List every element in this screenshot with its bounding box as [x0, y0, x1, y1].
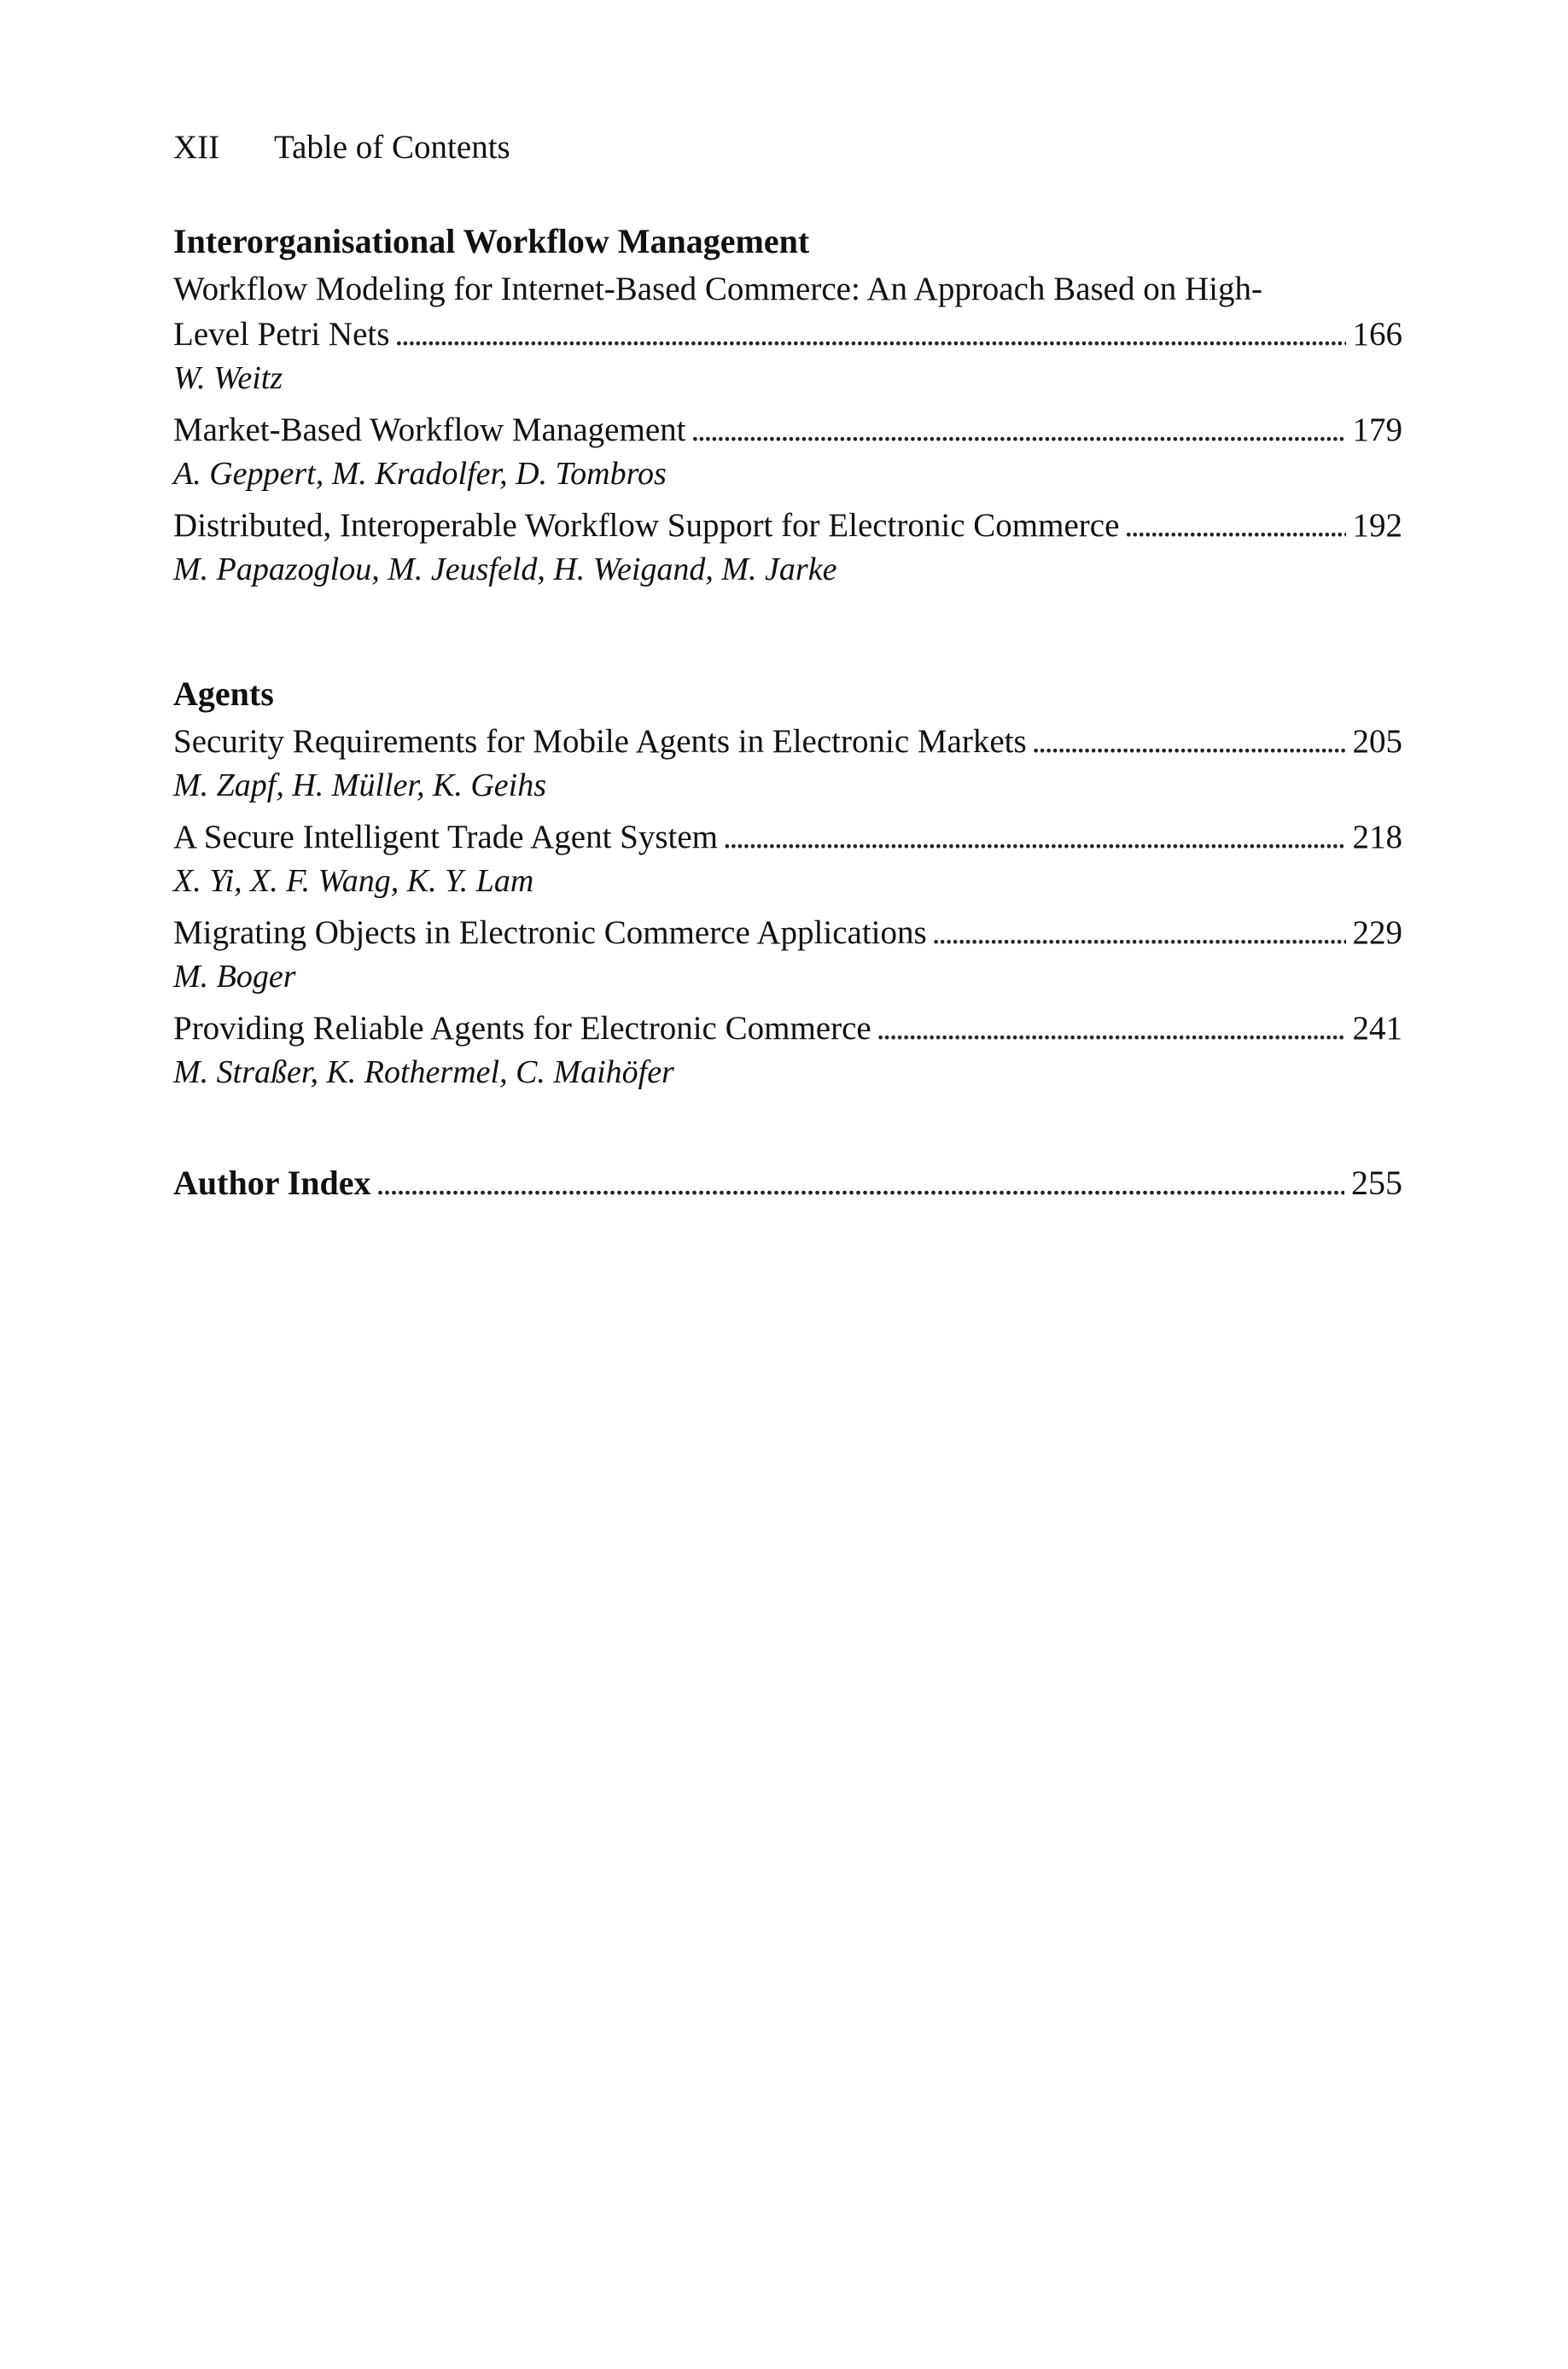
toc-entry[interactable] — [173, 719, 1402, 807]
entry-page-number: 205 — [1352, 723, 1402, 760]
entry-title: Providing Reliable Agents for Electronic Commerce — [173, 1010, 871, 1047]
entry-title-line — [173, 719, 1402, 764]
dot-leader — [691, 407, 1345, 452]
dot-leader — [1032, 719, 1346, 764]
section-title-workflow: Interorganisational Workflow Management — [173, 222, 810, 260]
dot-leader — [932, 910, 1346, 955]
entry-title: Level Petri Nets — [173, 316, 390, 353]
entry-title: Security Requirements for Mobile Agents in Electronic Markets — [173, 723, 1027, 760]
author-index-label: Author Index — [173, 1164, 371, 1202]
entry-authors: M. Zapf, H. Müller, K. Geihs — [173, 767, 546, 803]
entry-page-number: 218 — [1352, 819, 1402, 855]
entry-page-number: 229 — [1352, 914, 1402, 951]
toc-entry[interactable] — [173, 503, 1402, 591]
entry-title-line — [173, 312, 1402, 357]
dot-leader — [394, 312, 1345, 357]
entry-title-line — [173, 814, 1402, 860]
author-index-page-number: 255 — [1351, 1164, 1402, 1202]
entry-title-line — [173, 1006, 1402, 1051]
entry-authors: M. Boger — [173, 959, 296, 995]
section-title-agents: Agents — [173, 674, 274, 713]
page-folio: XII — [173, 129, 220, 166]
author-index-entry[interactable] — [173, 1160, 1402, 1205]
dot-leader — [1124, 503, 1345, 548]
entry-authors: A. Geppert, M. Kradolfer, D. Tombros — [173, 456, 667, 492]
dot-leader — [376, 1160, 1344, 1205]
entry-title: Market-Based Workflow Management — [173, 411, 686, 448]
entry-authors: M. Papazoglou, M. Jeusfeld, H. Weigand, M. Jarke — [173, 551, 837, 587]
toc-page — [173, 126, 1402, 1205]
running-head — [173, 126, 1402, 169]
entry-page-number: 241 — [1352, 1010, 1402, 1047]
toc-entry[interactable] — [173, 266, 1402, 400]
dot-leader — [877, 1006, 1346, 1051]
running-head-title: Table of Contents — [274, 129, 510, 166]
toc-entry[interactable] — [173, 1006, 1402, 1094]
entry-page-number: 179 — [1352, 411, 1402, 448]
entry-title-line — [173, 503, 1402, 548]
dot-leader — [723, 814, 1345, 860]
entry-title: Migrating Objects in Electronic Commerce Applications — [173, 914, 927, 951]
entry-page-number: 192 — [1352, 507, 1402, 544]
toc-entry[interactable] — [173, 407, 1402, 495]
entry-title-line — [173, 910, 1402, 955]
toc-entry[interactable] — [173, 910, 1402, 998]
entry-title-first-line: Workflow Modeling for Internet-Based Commerce: An Approach Based on High- — [173, 271, 1262, 307]
entry-page-number: 166 — [1352, 316, 1402, 353]
entry-authors: M. Straßer, K. Rothermel, C. Maihöfer — [173, 1054, 674, 1090]
entry-authors: W. Weitz — [173, 360, 283, 396]
toc-entry[interactable] — [173, 814, 1402, 902]
entry-title: Distributed, Interoperable Workflow Support for Electronic Commerce — [173, 507, 1120, 544]
entry-title: A Secure Intelligent Trade Agent System — [173, 819, 719, 855]
entry-authors: X. Yi, X. F. Wang, K. Y. Lam — [173, 863, 534, 899]
entry-title-line — [173, 407, 1402, 452]
